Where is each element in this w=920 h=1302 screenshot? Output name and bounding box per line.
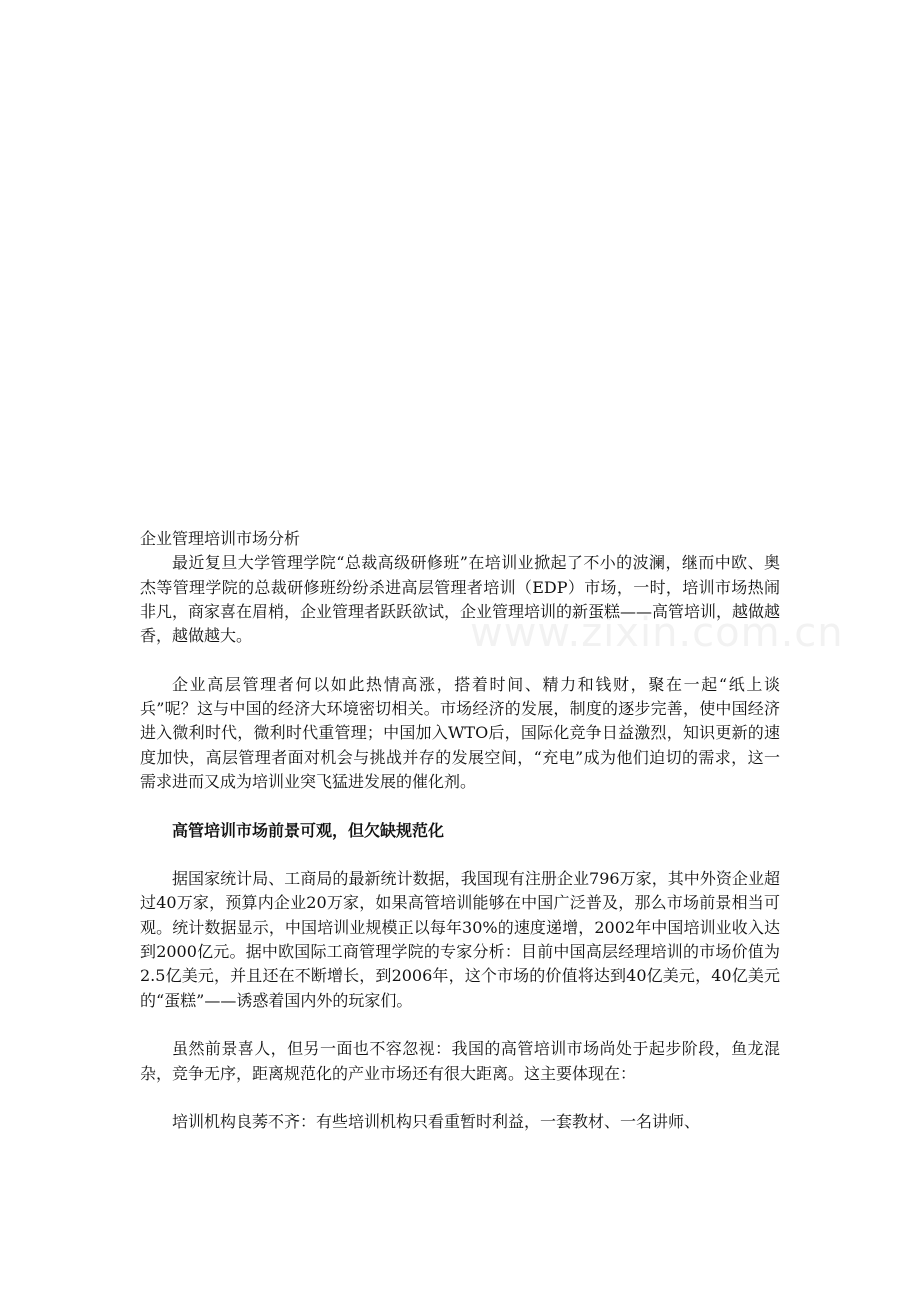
paragraph-gap <box>140 648 780 672</box>
section-heading: 高管培训市场前景可观，但欠缺规范化 <box>172 820 445 840</box>
paragraph-3: 据国家统计局、工商局的最新统计数据，我国现有注册企业796万家，其中外资企业超过40万家，预算内企业20万家，如果高管培训能够在中国广泛普及，那么市场前景相当可观。统计数据显示，中国培训业规模正以每年30%的速度递增，2002年中国培训业收入达到2000亿元。据中欧国际工商管理学院的专家分析：目前中国高层经理培训的市场价值为2.5亿美元，并且还在不断增长，到2006年，这个市场的价值将达到40亿美元，40亿美元的“蛋糕”——诱惑着国内外的玩家们。 <box>140 869 780 1010</box>
paragraph-gap <box>140 1086 780 1110</box>
paragraph-2: 企业高层管理者何以如此热情高涨，搭着时间、精力和钱财，聚在一起“纸上谈兵”呢？这与中国的经济大环境密切相关。市场经济的发展，制度的逐步完善，使中国经济进入微利时代，微利时代重管理；中国加入WTO后，国际化竞争日益激烈，知识更新的速度加快，高层管理者面对机会与挑战并存的发展空间，“充电”成为他们迫切的需求，这一需求进而又成为培训业突飞猛进发展的催化剂。 <box>140 674 780 791</box>
watermark: www.zixin.com.cn <box>470 610 844 656</box>
paragraph-gap <box>140 843 780 867</box>
paragraph-5: 培训机构良莠不齐：有些培训机构只看重暂时利益，一套教材、一名讲师、 <box>172 1112 701 1132</box>
paragraph-gap <box>140 1013 780 1037</box>
paragraph-4: 虽然前景喜人，但另一面也不容忽视：我国的高管培训市场尚处于起步阶段，鱼龙混杂，竞争无序，距离规范化的产业市场还有很大距离。这主要体现在： <box>140 1039 780 1083</box>
paragraph-gap <box>140 794 780 818</box>
document-title: 企业管理培训市场分析 <box>140 529 301 548</box>
paragraph-1: 最近复旦大学管理学院“总裁高级研修班”在培训业掀起了不小的波澜，继而中欧、奥杰等管理学院的总裁研修班纷纷杀进高层管理者培训（EDP）市场，一时，培训市场热闹非凡，商家喜在眉梢，企业管理者跃跃欲试，企业管理培训的新蛋糕——高管培训，越做越香，越做越大。 <box>140 553 781 646</box>
document-body <box>140 527 780 1134</box>
